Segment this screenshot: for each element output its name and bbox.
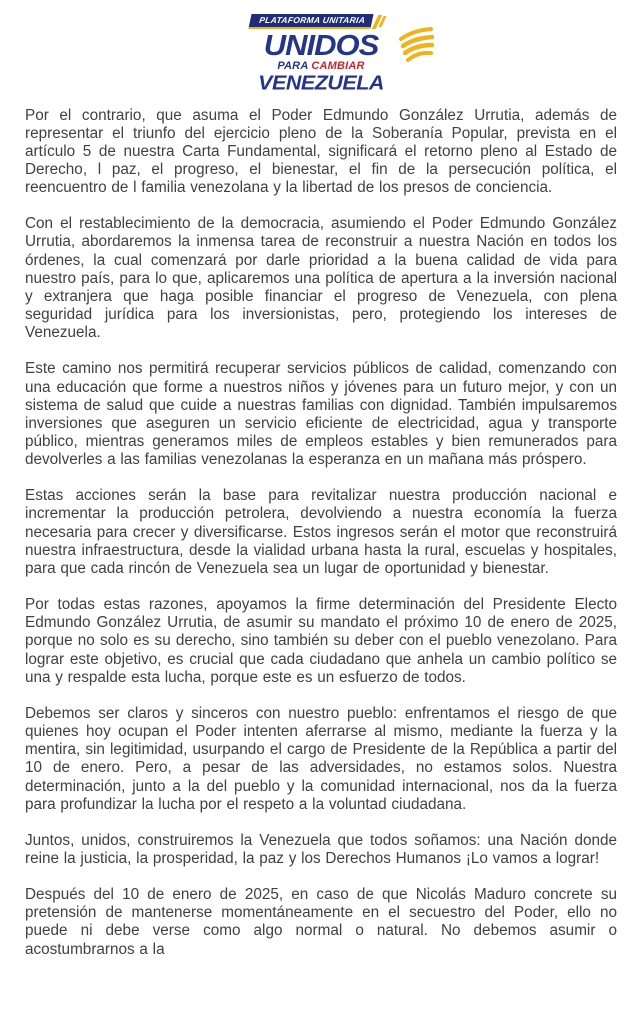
logo-banner-row	[238, 14, 396, 29]
paragraph: Juntos, unidos, construiremos la Venezuela que todos soñamos: una Nación donde reine la justicia, la prosperidad, la paz y los Derechos Humanos ¡Lo vamos a lograr!	[25, 831, 617, 867]
logo	[246, 14, 396, 95]
logo-subtitle	[246, 61, 396, 72]
paragraph: Por todas estas razones, apoyamos la firme determinación del Presidente Electo Edmundo González Urrutia, de asumir su mandato el próximo 10 de enero de 2025, porque no solo es su derecho, sino también su deber con el pueblo venezolano. Para lograr este objetivo, es crucial que cada ciudadano que anhela un cambio político se una y respalde esta lucha, porque este es un esfuerzo de todos.	[25, 596, 617, 686]
paragraph: Después del 10 de enero de 2025, en caso de que Nicolás Maduro concrete su pretensión de mantenerse momentáneamente en el secuestro del Poder, ello no puede ni debe verse como algo normal o natural. No debemos asumir o acostumbrarnos a la	[25, 886, 617, 958]
logo-title: UNIDOS	[263, 29, 379, 62]
logo-subtitle-cambiar: CAMBIAR	[311, 60, 365, 72]
logo-banner	[248, 14, 373, 29]
logo-banner-text: PLATAFORMA UNITARIA	[258, 15, 366, 26]
hand-icon	[394, 24, 434, 66]
logo-subtitle-para: PARA	[277, 60, 309, 72]
paragraph: Con el restablecimiento de la democracia, asumiendo el Poder Edmundo González Urrutia, abordaremos la inmensa tarea de reconstruir a nuestra Nación en todos los órdenes, la cual comenzará por darle prioridad a la buena calidad de vida para nuestro país, para lo que, aplicaremos una política de apertura a la inversión nacional y extranjera que haga posible financiar el progreso de Venezuela, con plena seguridad jurídica para los inversionistas, pero, protegiendo los intereses de Venezuela.	[25, 215, 617, 342]
paragraph: Este camino nos permitirá recuperar servicios públicos de calidad, comenzando con una educación que forme a nuestros niños y jóvenes para un futuro mejor, y con un sistema de salud que cuide a nuestras familias con dignidad. También impulsaremos inversiones que aseguren un servicio eficiente de electricidad, agua y transporte público, mientras generamos miles de empleos estables y bien remunerados para devolverles a las familias venezolanas la esperanza en un mañana más próspero.	[25, 360, 617, 469]
paragraph: Por el contrario, que asuma el Poder Edmundo González Urrutia, además de representar el triunfo del ejercicio pleno de la Soberanía Popular, prevista en el artículo 5 de nuestra Carta Fundamental, significará el retorno pleno al Estado de Derecho, l paz, el progreso, el bienestar, el fin de la persecución política, el reencuentro de l familia venezolana y la libertad de los presos de conciencia.	[25, 106, 617, 197]
paragraph: Debemos ser claros y sinceros con nuestro pueblo: enfrentamos el riesgo de que quienes hoy ocupan el Poder intenten aferrarse al mismo, mediante la fuerza y la mentira, sin legitimidad, usurpando el cargo de Presidente de la República a partir del 10 de enero. Pero, a pesar de las adversidades, no estamos solos. Nuestra determinación, junto a la del pueblo y la comunidad internacional, nos da la fuerza para profundizar la lucha por el respeto a la voluntad ciudadana.	[25, 704, 617, 813]
logo-venezuela: VENEZUELA	[258, 71, 384, 95]
document-body	[25, 107, 617, 959]
logo-title-row	[246, 30, 396, 61]
paragraph: Estas acciones serán la base para revitalizar nuestra producción nacional e incrementar la producción petrolera, devolviendo a nuestra economía la fuerza necesaria para crecer y diversificarse. Estos ingresos serán el motor que reconstruirá nuestra infraestructura, desde la vialidad urbana hasta la rural, escuelas y hospitales, para que cada rincón de Venezuela sea un lugar de oportunidad y bienestar.	[25, 487, 617, 577]
